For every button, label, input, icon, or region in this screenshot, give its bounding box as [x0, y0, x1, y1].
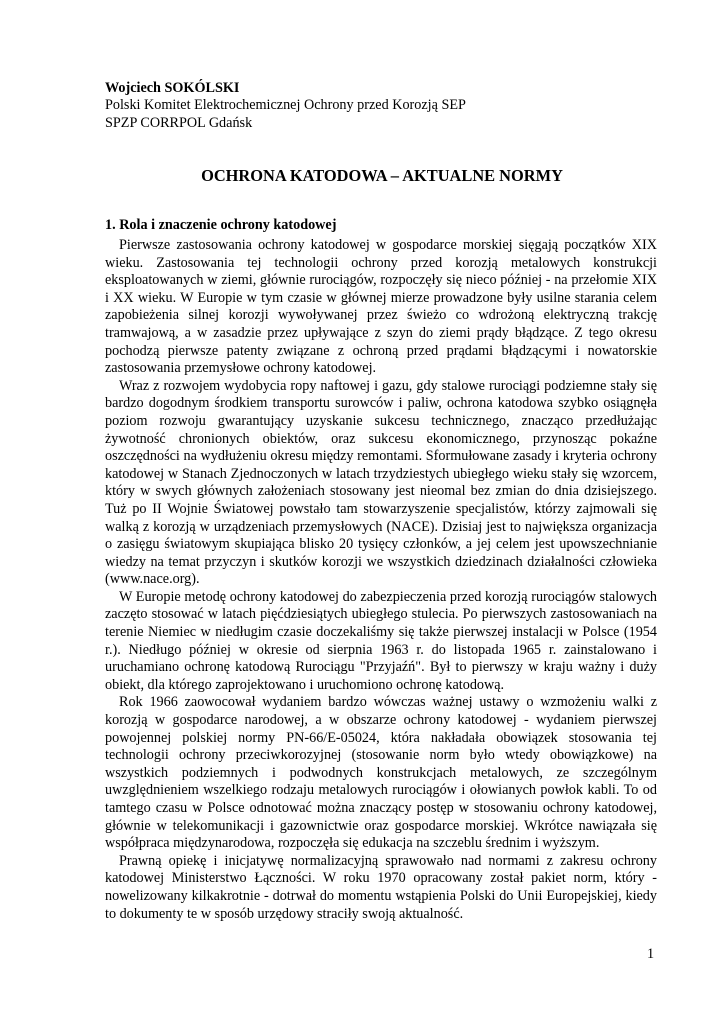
- section-heading: 1. Rola i znaczenie ochrony katodowej: [105, 217, 337, 233]
- paragraph: Prawną opiekę i inicjatywę normalizacyjną sprawowało nad normami z zakresu ochrony katodowej Ministerstwo Łączności. W roku 1970 opracowany został pakiet norm, który - nowelizowany kilkakrotnie - dotrwał do momentu wstąpienia Polski do Unii Europejskiej, kiedy to dokumenty te w sposób urzędowy straciły swoją aktualność.: [105, 852, 657, 922]
- paragraph: Wraz z rozwojem wydobycia ropy naftowej i gazu, gdy stalowe rurociągi podziemne stały się bardzo dogodnym środkiem transportu surowców i paliw, ochrona katodowa szybko osiągnęła poziom rozwoju gwarantujący uzyskanie sukcesu technicznego, znacząco przedłużając żywotność chronionych obiektów, oraz sukcesu ekonomicznego, przynosząc pokaźne oszczędności na wydłużeniu okresu między remontami. Sformułowane zasady i kryteria ochrony katodowej w Stanach Zjednoczonych w latach trzydziestych ubiegłego wieku stały się wzorcem, który w swych głównych założeniach stosowany jest nieomal bez zmian do dnia dzisiejszego. Tuż po II Wojnie Światowej powstało tam stowarzyszenie specjalistów, którzy zajmowali się walką z korozją w urządzeniach przemysłowych (NACE). Dzisiaj jest to największa organizacja o zasięgu światowym skupiająca blisko 20 tysięcy członków, a jej celem jest upowszechnianie wiedzy na temat przyczyn i skutków korozji we wszystkich dziedzinach działalności człowieka (www.nace.org).: [105, 377, 657, 588]
- author-name: Wojciech SOKÓLSKI: [105, 80, 240, 96]
- page-number: 1: [647, 946, 655, 962]
- document-page: [105, 80, 657, 923]
- paragraph: W Europie metodę ochrony katodowej do zabezpieczenia przed korozją rurociągów stalowych zaczęto stosować w latach pięćdziesiątych ubiegłego stulecia. Po pierwszych zastosowaniach na terenie Niemiec w niedługim czasie doczekaliśmy się także pierwszej instalacji w Polsce (1954 r.). Niedługo później w okresie od sierpnia 1963 r. do listopada 1965 r. zainstalowano i uruchamiano ochronę katodową Rurociągu "Przyjaźń". Był to pierwszy w kraju ważny i duży obiekt, dla którego zaprojektowano i uruchomiono ochronę katodową.: [105, 588, 657, 693]
- paragraph: Rok 1966 zaowocował wydaniem bardzo wówczas ważnej ustawy o wzmożeniu walki z korozją w gospodarce narodowej, a w obszarze ochrony katodowej - wydaniem pierwszej powojennej polskiej normy PN-66/E-05024, która nakładała obowiązek stosowania tej technologii ochrony przeciwkorozyjnej (stosowanie norm było wtedy obowiązkowe) na wszystkich podziemnych i podwodnych konstrukcjach metalowych, ze szczególnym uwzględnieniem wszelkiego rodzaju metalowych rurociągów i ołowianych powłok kabli. To od tamtego czasu w Polsce odnotować można znaczący postęp w stosowaniu ochrony katodowej, głównie w telekomunikacji i gazownictwie oraz gospodarce morskiej. Wkrótce nawiązała się współpraca międzynarodowa, rozpoczęła się edukacja na szczeblu średnim i wyższym.: [105, 694, 657, 852]
- paragraph: Pierwsze zastosowania ochrony katodowej w gospodarce morskiej sięgają początków XIX wieku. Zastosowania tej technologii ochrony przed korozją metalowych konstrukcji eksploatowanych w ziemi, głównie rurociągów, rozpoczęły się nieco później - na przełomie XIX i XX wieku. W Europie w tym czasie w głównej mierze prowadzone były usilne starania celem zapobieżenia silnej korozji wywoływanej przez świeżo co wdrożoną elektryczną trakcję tramwajową, a w zasadzie przez upływające z szyn do ziemi prądy błądzące. Z tego okresu pochodzą pierwsze patenty związane z ochroną przed prądami błądzącymi i nowatorskie zastosowania przemysłowe ochrony katodowej.: [105, 237, 657, 377]
- document-title: OCHRONA KATODOWA – AKTUALNE NORMY: [201, 166, 563, 185]
- author-affiliation-corrpol: SPZP CORRPOL Gdańsk: [105, 114, 253, 131]
- author-affiliation-sep: Polski Komitet Elektrochemicznej Ochrony przed Korozją SEP: [105, 97, 466, 113]
